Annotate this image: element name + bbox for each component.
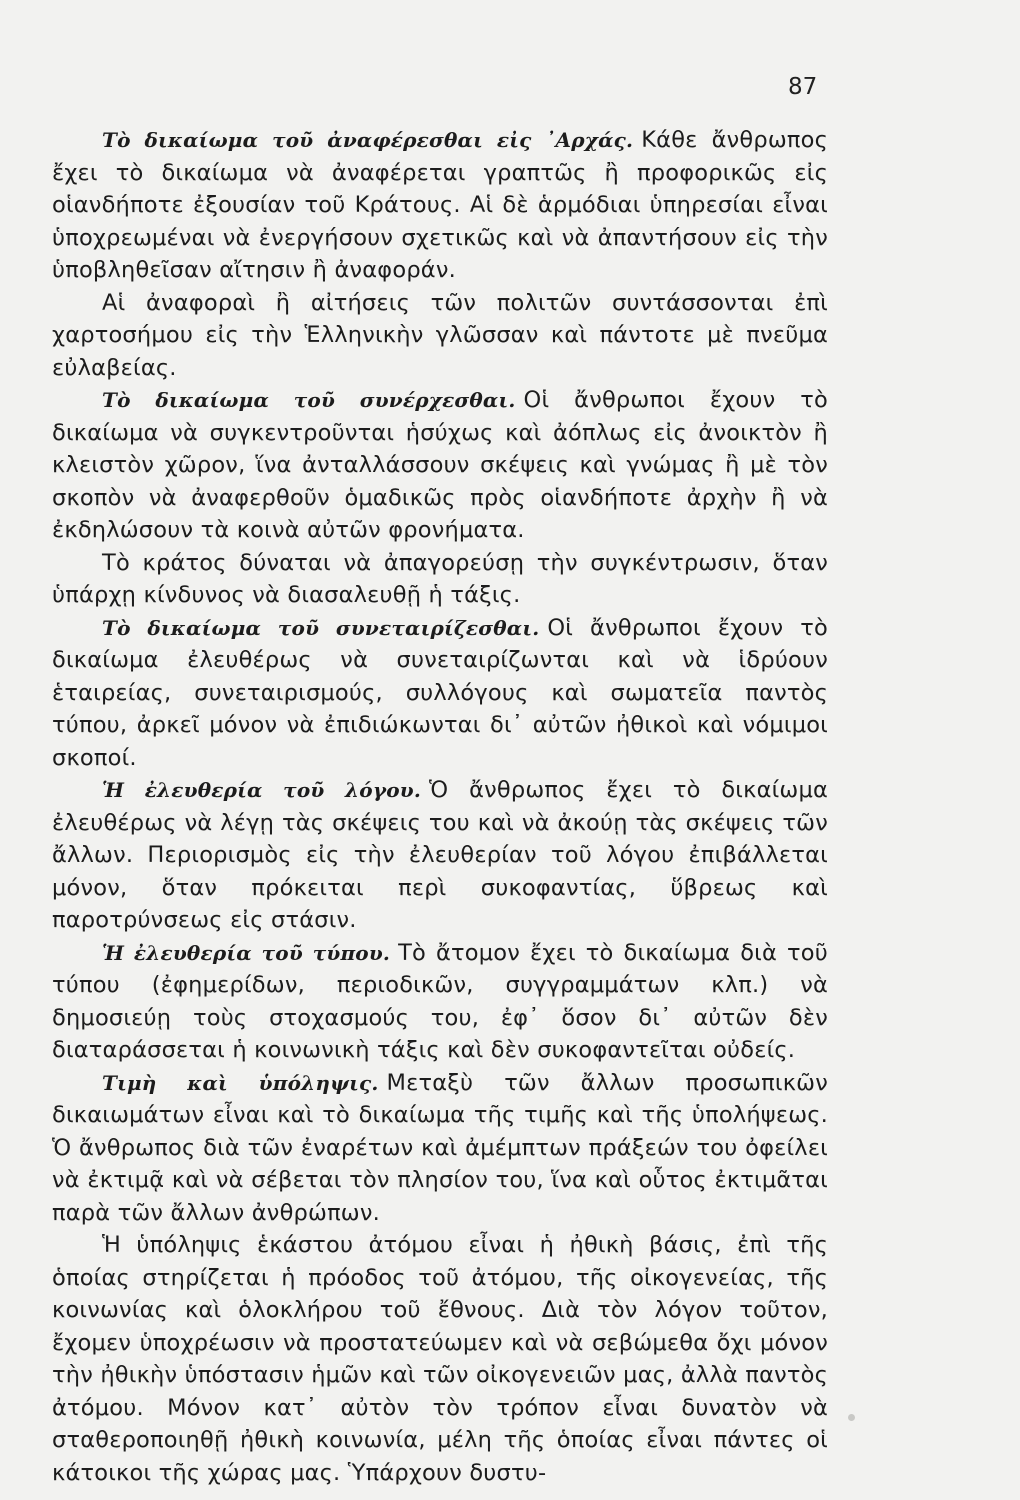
section-heading: Τὸ δικαίωμα τοῦ συνέρχεσθαι. <box>102 388 516 412</box>
section-right-of-association <box>52 612 828 775</box>
section-body: Μεταξὺ τῶν ἄλλων προσωπικῶν δικαιωμάτων εἶναι καὶ τὸ δικαίωμα τῆς τιμῆς καὶ τῆς ὑπολήψεως. Ὁ ἄνθρωπος διὰ τῶν ἐναρέτων καὶ ἀμέμπτων πράξεών του ὀφείλει νὰ ἐκτιμᾷ καὶ νὰ σέβεται τὸν πλησίον του, ἵνα καὶ οὗτος ἐκτιμᾶται παρὰ τῶν ἄλλων ἀνθρώπων. <box>52 1069 828 1226</box>
section-freedom-of-speech <box>52 774 828 937</box>
section-heading: Ἡ ἐλευθερία τοῦ λόγου. <box>102 778 422 802</box>
section-body: Αἱ ἀναφοραὶ ἢ αἰτήσεις τῶν πολιτῶν συντάσσονται ἐπὶ χαρτοσήμου εἰς τὴν Ἑλληνικὴν γλῶσσαν καὶ πάντοτε μὲ πνεῦμα εὐλαβείας. <box>52 289 828 381</box>
section-right-of-assembly <box>52 384 828 547</box>
section-body: Οἱ ἄνθρωποι ἔχουν τὸ δικαίωμα ἐλευθέρως νὰ συνεταιρίζωνται καὶ νὰ ἱδρύουν ἑταιρείας, συνεταιρισμούς, συλλόγους καὶ σωματεῖα παντὸς τύπου, ἀρκεῖ μόνον νὰ ἐπιδιώκωνται δι᾿ αὐτῶν ἠθικοὶ καὶ νόμιμοι σκοποί. <box>52 614 828 771</box>
section-heading: Τὸ δικαίωμα τοῦ συνεταιρίζεσθαι. <box>102 615 540 640</box>
paragraph-assembly-prohibition <box>52 547 828 612</box>
paragraph-petitions-format <box>52 287 828 385</box>
section-body: Ὁ ἄνθρωπος ἔχει τὸ δικαίωμα ἐλευθέρως νὰ λέγῃ τὰς σκέψεις του καὶ νὰ ἀκούῃ τὰς σκέψεις τῶν ἄλλων. Περιορισμὸς εἰς τὴν ἐλευθερίαν τοῦ λόγου ἐπιβάλλεται μόνον, ὅταν πρόκειται περὶ συκοφαντίας, ὕβρεως καὶ παροτρύνσεως εἰς στάσιν. <box>52 777 829 933</box>
page-body <box>52 124 828 1489</box>
section-honor-and-reputation <box>52 1067 828 1230</box>
section-heading: Τὸ δικαίωμα τοῦ ἀναφέρεσθαι εἰς ᾿Αρχάς. <box>102 128 634 152</box>
section-right-of-petition <box>52 124 828 287</box>
section-body: Τὸ κράτος δύναται νὰ ἀπαγορεύσῃ τὴν συγκέντρωσιν, ὅταν ὑπάρχῃ κίνδυνος νὰ διασαλευθῇ ἡ τάξις. <box>52 549 828 608</box>
section-heading: Ἡ ἐλευθερία τοῦ τύπου. <box>102 940 391 965</box>
section-body: Τὸ ἄτομον ἔχει τὸ δικαίωμα διὰ τοῦ τύπου (ἐφημερίδων, περιοδικῶν, συγγραμμάτων κλπ.) νὰ δημοσιεύῃ τοὺς στοχασμούς του, ἐφ᾿ ὅσον δι᾿ αὐτῶν δὲν διαταράσσεται ἡ κοινωνικὴ τάξις καὶ δὲν συκοφαντεῖται οὐδείς. <box>52 939 828 1063</box>
section-body: Οἱ ἄνθρωποι ἔχουν τὸ δικαίωμα νὰ συγκεντροῦνται ἡσύχως καὶ ἀόπλως εἰς ἀνοικτὸν ἢ κλειστὸν χῶρον, ἵνα ἀνταλλάσσουν σκέψεις καὶ γνώμας ἢ μὲ τὸν σκοπὸν νὰ ἀναφερθοῦν ὁμαδικῶς πρὸς οἱανδήποτε ἀρχὴν ἢ νὰ ἐκδηλώσουν τὰ κοινὰ αὐτῶν φρονήματα. <box>52 387 828 543</box>
section-heading: Τιμὴ καὶ ὑπόληψις. <box>102 1070 379 1095</box>
page-number: 87 <box>788 74 818 100</box>
paper-speck <box>848 1414 855 1421</box>
paragraph-reputation-basis <box>52 1229 828 1489</box>
section-body: Κάθε ἄνθρωπος ἔχει τὸ δικαίωμα νὰ ἀναφέρεται γραπτῶς ἢ προφορικῶς εἰς οἱανδήποτε ἐξουσίαν τοῦ Κράτους. Αἱ δὲ ἁρμόδιαι ὑπηρεσίαι εἶναι ὑποχρεωμέναι νὰ ἐνεργήσουν σχετικῶς καὶ νὰ ἀπαντήσουν εἰς τὴν ὑποβληθεῖσαν αἴτησιν ἢ ἀναφοράν. <box>52 127 828 283</box>
section-body: Ἡ ὑπόληψις ἑκάστου ἀτόμου εἶναι ἡ ἠθικὴ βάσις, ἐπὶ τῆς ὁποίας στηρίζεται ἡ πρόοδος τοῦ ἀτόμου, τῆς οἰκογενείας, τῆς κοινωνίας καὶ ὁλοκλήρου τοῦ ἔθνους. Διὰ τὸν λόγον τοῦτον, ἔχομεν ὑποχρέωσιν νὰ προστατεύωμεν καὶ νὰ σεβώμεθα ὄχι μόνον τὴν ἠθικὴν ὑπόστασιν ἡμῶν καὶ τῶν οἰκογενειῶν μας, ἀλλὰ παντὸς ἀτόμου. Μόνον κατ᾿ αὐτὸν τὸν τρόπον εἶναι δυνατὸν νὰ σταθεροποιηθῇ ἠθικὴ κοινωνία, μέλη τῆς ὁποίας εἶναι πάντες οἱ κάτοικοι τῆς χώρας μας. Ὑπάρχουν δυστυ- <box>52 1232 828 1486</box>
section-freedom-of-press <box>52 937 828 1067</box>
